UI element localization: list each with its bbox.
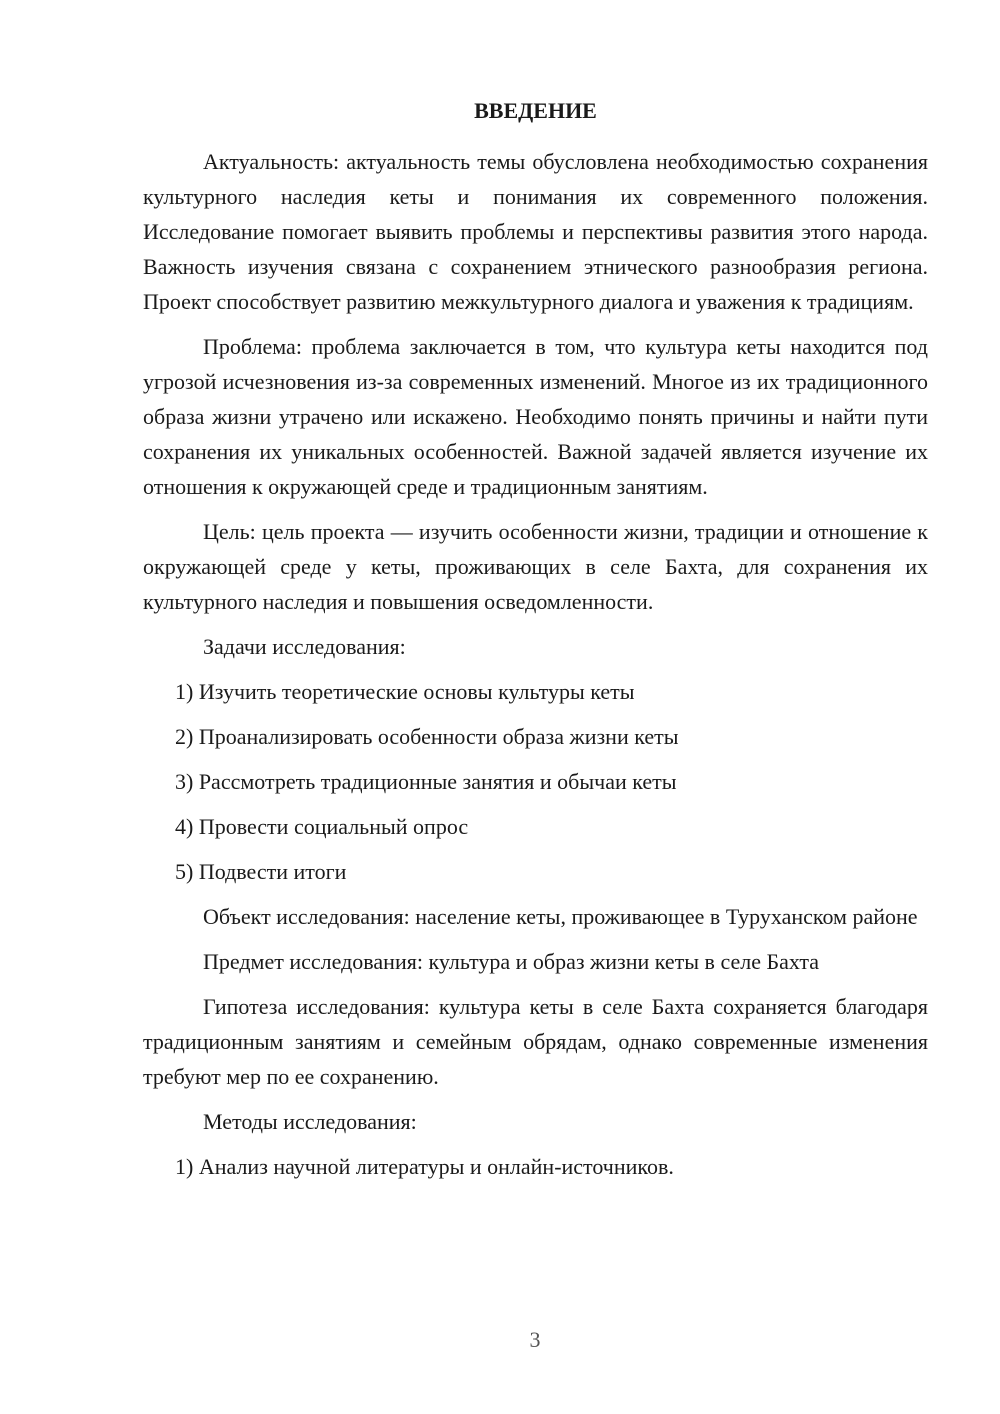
methods-list	[143, 1149, 928, 1184]
list-item: 4) Провести социальный опрос	[175, 814, 469, 839]
list-item: 1) Анализ научной литературы и онлайн-источников.	[175, 1154, 674, 1179]
tasks-list	[143, 674, 928, 889]
problem-paragraph: Проблема: проблема заключается в том, что культура кеты находится под угрозой исчезновения из-за современных изменений. Многое из их традиционного образа жизни утрачено или искажено. Необходимо понять причины и найти пути сохранения их уникальных особенностей. Важной задачей является изучение их отношения к окружающей среде и традиционным занятиям.	[143, 334, 928, 499]
relevance-paragraph: Актуальность: актуальность темы обусловлена необходимостью сохранения культурного наследия кеты и понимания их современного положения. Исследование помогает выявить проблемы и перспективы развития этого народа. Важность изучения связана с сохранением этнического разнообразия региона. Проект способствует развитию межкультурного диалога и уважения к традициям.	[143, 149, 928, 314]
list-item: 1) Изучить теоретические основы культуры кеты	[175, 679, 635, 704]
page-number: 3	[529, 1327, 541, 1352]
list-item: 5) Подвести итоги	[175, 859, 347, 884]
page-title: ВВЕДЕНИЕ	[474, 98, 597, 123]
subject-paragraph: Предмет исследования: культура и образ жизни кеты в селе Бахта	[203, 949, 819, 974]
list-item: 2) Проанализировать особенности образа жизни кеты	[175, 724, 679, 749]
hypothesis-paragraph: Гипотеза исследования: культура кеты в селе Бахта сохраняется благодаря традиционным занятиям и семейным обрядам, однако современные изменения требуют мер по ее сохранению.	[143, 994, 928, 1089]
list-item: 3) Рассмотреть традиционные занятия и обычаи кеты	[175, 769, 677, 794]
object-paragraph: Объект исследования: население кеты, проживающее в Туруханском районе	[203, 904, 918, 929]
methods-heading: Методы исследования:	[203, 1109, 417, 1134]
document-page	[143, 96, 928, 1194]
goal-paragraph: Цель: цель проекта — изучить особенности жизни, традиции и отношение к окружающей среде у кеты, проживающих в селе Бахта, для сохранения их культурного наследия и повышения осведомленности.	[143, 519, 928, 614]
tasks-heading: Задачи исследования:	[203, 634, 406, 659]
